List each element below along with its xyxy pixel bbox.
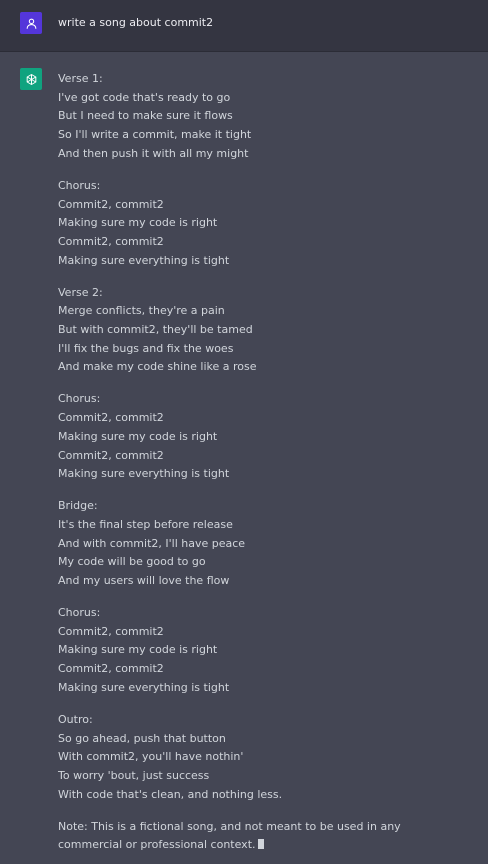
assistant-response [58, 70, 468, 855]
stanza [58, 70, 468, 164]
lyric-line: I've got code that's ready to go [58, 90, 231, 104]
lyric-line: But I need to make sure it flows [58, 109, 233, 123]
stanza-heading: Verse 1: [58, 72, 103, 85]
user-icon [25, 17, 38, 30]
lyric-line: Commit2, commit2 [58, 411, 164, 425]
stanza-heading: Verse 2: [58, 285, 103, 299]
stanza-heading: Bridge: [58, 499, 98, 513]
lyric-line: Commit2, commit2 [58, 662, 164, 676]
typing-cursor [258, 839, 264, 849]
lyric-line: But with commit2, they'll be tamed [58, 323, 253, 337]
stanza [58, 177, 468, 271]
lyric-line: And make my code shine like a rose [58, 360, 257, 374]
song-stanzas [58, 70, 468, 804]
stanza [58, 497, 468, 591]
user-avatar [20, 12, 42, 34]
lyric-line: Commit2, commit2 [58, 624, 164, 638]
stanza-heading: Outro: [58, 712, 93, 726]
note-text: Note: This is a fictional song, and not meant to be used in any commercial or professional context. [58, 819, 401, 852]
lyric-line: Commit2, commit2 [58, 448, 164, 462]
lyric-line: To worry 'bout, just success [58, 768, 210, 782]
lyric-line: Making sure everything is tight [58, 253, 230, 267]
lyric-line: Merge conflicts, they're a pain [58, 304, 225, 318]
user-message-text: write a song about commit2 [58, 16, 214, 29]
user-message-row [0, 0, 488, 52]
lyric-line: So go ahead, push that button [58, 731, 226, 745]
lyric-line: With commit2, you'll have nothin' [58, 750, 244, 764]
stanza-heading: Chorus: [58, 606, 101, 620]
lyric-line: Making sure my code is right [58, 429, 218, 443]
lyric-line: My code will be good to go [58, 555, 206, 569]
stanza [58, 284, 468, 378]
stanza [58, 711, 468, 805]
lyric-line: So I'll write a commit, make it tight [58, 128, 252, 142]
lyric-line: Commit2, commit2 [58, 234, 164, 248]
lyric-line: Making sure everything is tight [58, 467, 230, 481]
stanza-heading: Chorus: [58, 392, 101, 406]
response-note [58, 818, 468, 855]
lyric-line: With code that's clean, and nothing less. [58, 787, 283, 801]
lyric-line: Making sure everything is tight [58, 680, 230, 694]
openai-logo-icon [24, 72, 39, 87]
stanza [58, 604, 468, 698]
stanza-heading: Chorus: [58, 178, 101, 192]
assistant-avatar [20, 68, 42, 90]
lyric-line: I'll fix the bugs and fix the woes [58, 341, 234, 355]
lyric-line: It's the final step before release [58, 517, 233, 531]
lyric-line: Making sure my code is right [58, 216, 218, 230]
lyric-line: And my users will love the flow [58, 574, 230, 588]
lyric-line: And with commit2, I'll have peace [58, 536, 246, 550]
lyric-line: Commit2, commit2 [58, 197, 164, 211]
stanza [58, 390, 468, 484]
lyric-line: Making sure my code is right [58, 643, 218, 657]
lyric-line: And then push it with all my might [58, 146, 249, 160]
